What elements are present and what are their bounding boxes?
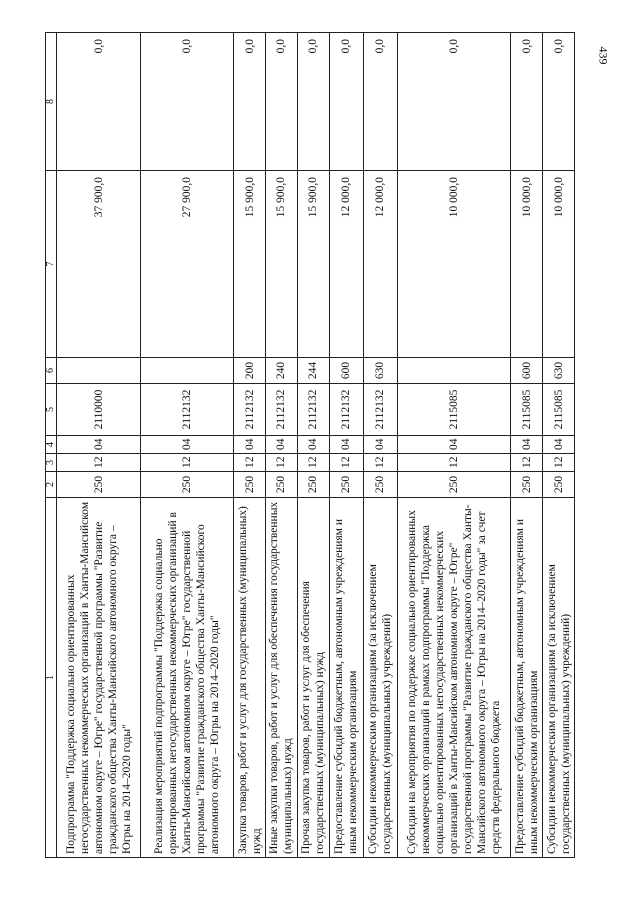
row-code-2: 250 — [234, 472, 266, 498]
row-code-2: 250 — [141, 472, 234, 498]
row-code-2: 250 — [329, 472, 363, 498]
row-code-5: 2112132 — [266, 384, 298, 436]
row-amount-7: 37 900,0 — [57, 171, 141, 358]
row-code-4: 04 — [363, 436, 397, 454]
row-description: Подпрограмма "Поддержка социально ориентированных негосударственных некоммерческих организаций в Ханты-Мансийском автономном округе – Югре" государственной программы "Развитие гражданского общества Ханты-Мансийского автономного округа – Югры на 2014–2020 годы" — [57, 498, 141, 858]
row-description: Субсидии некоммерческим организациям (за исключением государственных (муниципальных) учреждений) — [543, 498, 575, 858]
column-header-3: 3 — [46, 454, 57, 472]
row-code-3: 12 — [543, 454, 575, 472]
row-code-6: 244 — [297, 358, 329, 384]
row-amount-7: 10 000,0 — [511, 171, 543, 358]
row-code-5: 2112132 — [234, 384, 266, 436]
row-amount-7: 10 000,0 — [543, 171, 575, 358]
row-code-5: 2110000 — [57, 384, 141, 436]
row-code-6 — [57, 358, 141, 384]
row-description: Субсидии некоммерческим организациям (за исключением государственных (муниципальных) учреждений) — [363, 498, 397, 858]
row-amount-7: 27 900,0 — [141, 171, 234, 358]
row-amount-8: 0,0 — [141, 33, 234, 171]
row-code-4: 04 — [329, 436, 363, 454]
row-code-2: 250 — [266, 472, 298, 498]
row-code-3: 12 — [297, 454, 329, 472]
row-code-5: 2112132 — [363, 384, 397, 436]
row-code-3: 12 — [511, 454, 543, 472]
row-amount-7: 15 900,0 — [297, 171, 329, 358]
table-header-row — [46, 33, 57, 858]
table-row — [543, 33, 575, 858]
table-row — [511, 33, 543, 858]
row-code-4: 04 — [234, 436, 266, 454]
row-code-4: 04 — [397, 436, 510, 454]
row-code-3: 12 — [266, 454, 298, 472]
row-code-3: 12 — [141, 454, 234, 472]
row-amount-8: 0,0 — [297, 33, 329, 171]
row-description: Предоставление субсидий бюджетным, автономным учреждениям и иным некоммерческим организациям — [329, 498, 363, 858]
row-code-5: 2112132 — [297, 384, 329, 436]
row-code-4: 04 — [543, 436, 575, 454]
row-code-2: 250 — [511, 472, 543, 498]
row-amount-8: 0,0 — [234, 33, 266, 171]
row-code-5: 2112132 — [329, 384, 363, 436]
table-row — [363, 33, 397, 858]
row-description: Субсидии на мероприятия по поддержке социально ориентированных некоммерческих организаций в рамках подпрограммы "Поддержка социально ориентированных негосударственных некоммерческих организаций в Ханты-Мансийском автономном округе – Югре" государственной программы "Развитие гражданского общества Ханты-Мансийского автономного округа – Югры на 2014–2020 годы" за счет средств федерального бюджета — [397, 498, 510, 858]
row-code-5: 2115085 — [543, 384, 575, 436]
row-code-2: 250 — [57, 472, 141, 498]
row-amount-7: 15 900,0 — [266, 171, 298, 358]
row-amount-7: 10 000,0 — [397, 171, 510, 358]
row-code-4: 04 — [141, 436, 234, 454]
row-code-6: 630 — [363, 358, 397, 384]
row-code-6: 200 — [234, 358, 266, 384]
row-code-4: 04 — [297, 436, 329, 454]
table-row — [234, 33, 266, 858]
row-code-4: 04 — [57, 436, 141, 454]
column-header-8: 8 — [46, 33, 57, 171]
row-code-3: 12 — [329, 454, 363, 472]
row-code-6: 240 — [266, 358, 298, 384]
row-code-5: 2112132 — [141, 384, 234, 436]
column-header-5: 5 — [46, 384, 57, 436]
row-code-3: 12 — [363, 454, 397, 472]
row-code-6 — [141, 358, 234, 384]
row-code-4: 04 — [511, 436, 543, 454]
table-row — [141, 33, 234, 858]
table-row — [266, 33, 298, 858]
row-amount-7: 15 900,0 — [234, 171, 266, 358]
row-amount-7: 12 000,0 — [329, 171, 363, 358]
row-amount-8: 0,0 — [57, 33, 141, 171]
rotated-table-container — [45, 33, 575, 858]
column-header-7: 7 — [46, 171, 57, 358]
table-row — [329, 33, 363, 858]
row-code-5: 2115085 — [397, 384, 510, 436]
row-description: Закупка товаров, работ и услуг для государственных (муниципальных) нужд — [234, 498, 266, 858]
table-row — [297, 33, 329, 858]
column-header-4: 4 — [46, 436, 57, 454]
budget-table — [45, 32, 575, 858]
column-header-2: 2 — [46, 472, 57, 498]
row-code-3: 12 — [397, 454, 510, 472]
row-code-3: 12 — [234, 454, 266, 472]
column-header-6: 6 — [46, 358, 57, 384]
table-row — [57, 33, 141, 858]
row-code-4: 04 — [266, 436, 298, 454]
row-code-2: 250 — [363, 472, 397, 498]
table-row — [397, 33, 510, 858]
row-amount-8: 0,0 — [543, 33, 575, 171]
row-amount-8: 0,0 — [397, 33, 510, 171]
column-header-1: 1 — [46, 498, 57, 858]
row-code-5: 2115085 — [511, 384, 543, 436]
row-code-2: 250 — [543, 472, 575, 498]
row-amount-8: 0,0 — [329, 33, 363, 171]
row-code-6: 600 — [511, 358, 543, 384]
row-code-3: 12 — [57, 454, 141, 472]
row-code-6 — [397, 358, 510, 384]
row-code-6: 600 — [329, 358, 363, 384]
row-amount-7: 12 000,0 — [363, 171, 397, 358]
row-amount-8: 0,0 — [266, 33, 298, 171]
row-description: Реализация мероприятий подпрограммы "Поддержка социально ориентированных негосударственных некоммерческих организаций в Ханты-Мансийском автономном округе – Югре" государственной программы "Развитие гражданского общества Ханты-Мансийского автономного округа – Югры на 2014–2020 годы" — [141, 498, 234, 858]
page-number: 439 — [596, 46, 611, 65]
row-description: Предоставление субсидий бюджетным, автономным учреждениям и иным некоммерческим организациям — [511, 498, 543, 858]
row-amount-8: 0,0 — [363, 33, 397, 171]
row-amount-8: 0,0 — [511, 33, 543, 171]
row-code-2: 250 — [397, 472, 510, 498]
row-code-2: 250 — [297, 472, 329, 498]
row-description: Иные закупки товаров, работ и услуг для обеспечения государственных (муниципальных) нужд — [266, 498, 298, 858]
row-code-6: 630 — [543, 358, 575, 384]
row-description: Прочая закупка товаров, работ и услуг для обеспечения государственных (муниципальных) нужд — [297, 498, 329, 858]
